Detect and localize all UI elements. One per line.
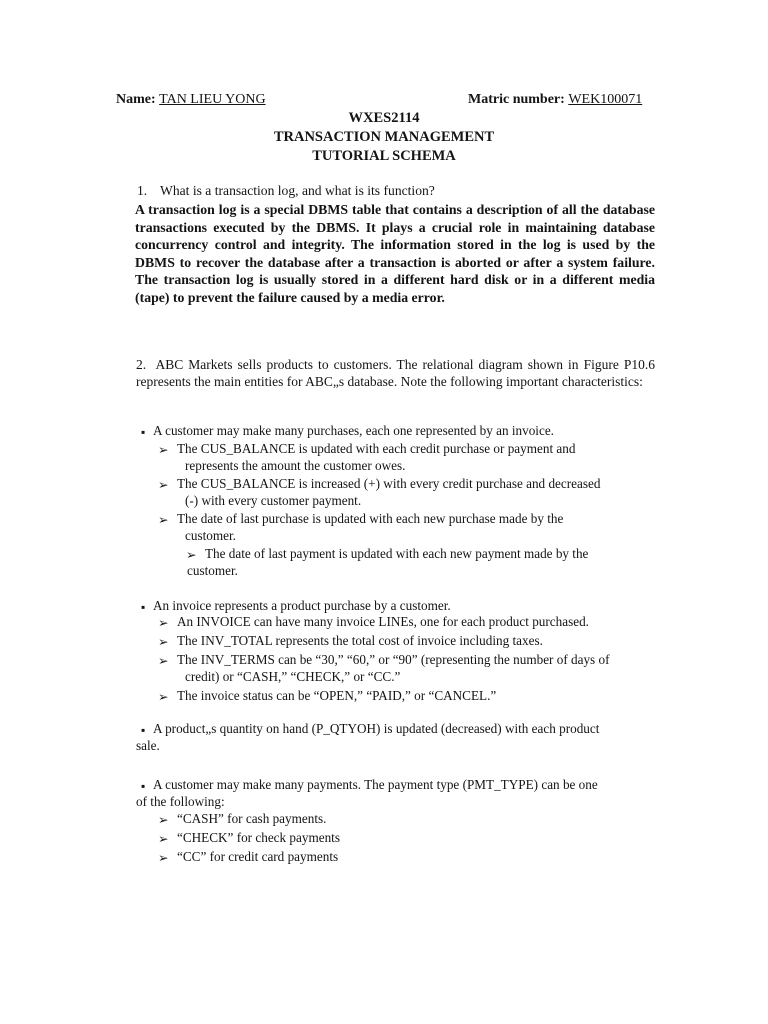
list-item: An invoice represents a product purchase by a customer. [153, 598, 451, 613]
list-item: The date of last purchase is updated with each new purchase made by the [177, 511, 564, 526]
name-label: Name: [116, 92, 156, 107]
name-value: TAN LIEU YONG [159, 92, 266, 107]
matric-label: Matric number: [468, 92, 565, 107]
question-1-number: 1. [137, 183, 148, 198]
matric-value: WEK100071 [568, 92, 643, 107]
list-item: A customer may make many purchases, each one represented by an invoice. [153, 423, 554, 438]
list-item: The CUS_BALANCE is updated with each credit purchase or payment and [177, 441, 576, 456]
arrow-icon: ➢ [186, 548, 197, 562]
arrow-icon: ➢ [158, 513, 169, 527]
question-1-answer: A transaction log is a special DBMS table that contains a description of all the database transactions executed by the DBMS. It plays a crucial role in maintaining database concurrency control and integrity. The information stored in the log is used by the DBMS to recover the database after a transaction is aborted or after a system failure. The transaction log is usually stored in a different hard disk or in a different media (tape) to prevent the failure caused by a media error. [135, 202, 655, 305]
arrow-icon: ➢ [158, 832, 169, 846]
question-2-text: ABC Markets sells products to customers. The relational diagram shown in Figure P10.6 represents the main entities for ABC„s database. Note the following important characteristics: [136, 357, 655, 390]
list-item-continued: (-) with every customer payment. [185, 493, 362, 508]
bullet-icon: ▪ [141, 723, 146, 737]
list-item-continued: customer. [185, 528, 236, 543]
course-title: TRANSACTION MANAGEMENT [273, 129, 495, 145]
arrow-icon: ➢ [158, 690, 169, 704]
matric-field [468, 92, 642, 108]
arrow-icon: ➢ [158, 851, 169, 865]
list-item: The CUS_BALANCE is increased (+) with every credit purchase and decreased [177, 476, 601, 491]
arrow-icon: ➢ [158, 654, 169, 668]
list-item: A product„s quantity on hand (P_QTYOH) is updated (decreased) with each product [153, 721, 600, 736]
list-item: The date of last payment is updated with each new payment made by the [205, 546, 589, 561]
list-item: “CASH” for cash payments. [177, 811, 327, 826]
list-item-continued: represents the amount the customer owes. [185, 458, 406, 473]
list-item: A customer may make many payments. The payment type (PMT_TYPE) can be one [153, 777, 598, 792]
list-item: “CC” for credit card payments [177, 849, 339, 864]
bullet-icon: ▪ [141, 779, 146, 793]
list-item: “CHECK” for check payments [177, 830, 340, 845]
bullet-icon: ▪ [141, 600, 146, 614]
arrow-icon: ➢ [158, 813, 169, 827]
question-1-text: What is a transaction log, and what is its function? [160, 183, 435, 198]
question-2-intro [136, 356, 655, 391]
question-2-number: 2. [136, 357, 147, 372]
list-item: An INVOICE can have many invoice LINEs, one for each product purchased. [177, 614, 589, 629]
arrow-icon: ➢ [158, 635, 169, 649]
arrow-icon: ➢ [158, 616, 169, 630]
list-item-continued: customer. [187, 563, 238, 578]
arrow-icon: ➢ [158, 478, 169, 492]
list-item: The INV_TERMS can be “30,” “60,” or “90” (representing the number of days of [177, 652, 610, 667]
list-item: The INV_TOTAL represents the total cost of invoice including taxes. [177, 633, 543, 648]
name-field [116, 92, 266, 108]
course-code: WXES2114 [348, 110, 420, 126]
list-item: The invoice status can be “OPEN,” “PAID,” or “CANCEL.” [177, 688, 497, 703]
list-item-continued: credit) or “CASH,” “CHECK,” or “CC.” [185, 669, 401, 684]
tutorial-title: TUTORIAL SCHEMA [312, 148, 456, 164]
list-item-continued: of the following: [136, 794, 225, 809]
arrow-icon: ➢ [158, 443, 169, 457]
list-item-continued: sale. [136, 738, 160, 753]
bullet-icon: ▪ [141, 425, 146, 439]
